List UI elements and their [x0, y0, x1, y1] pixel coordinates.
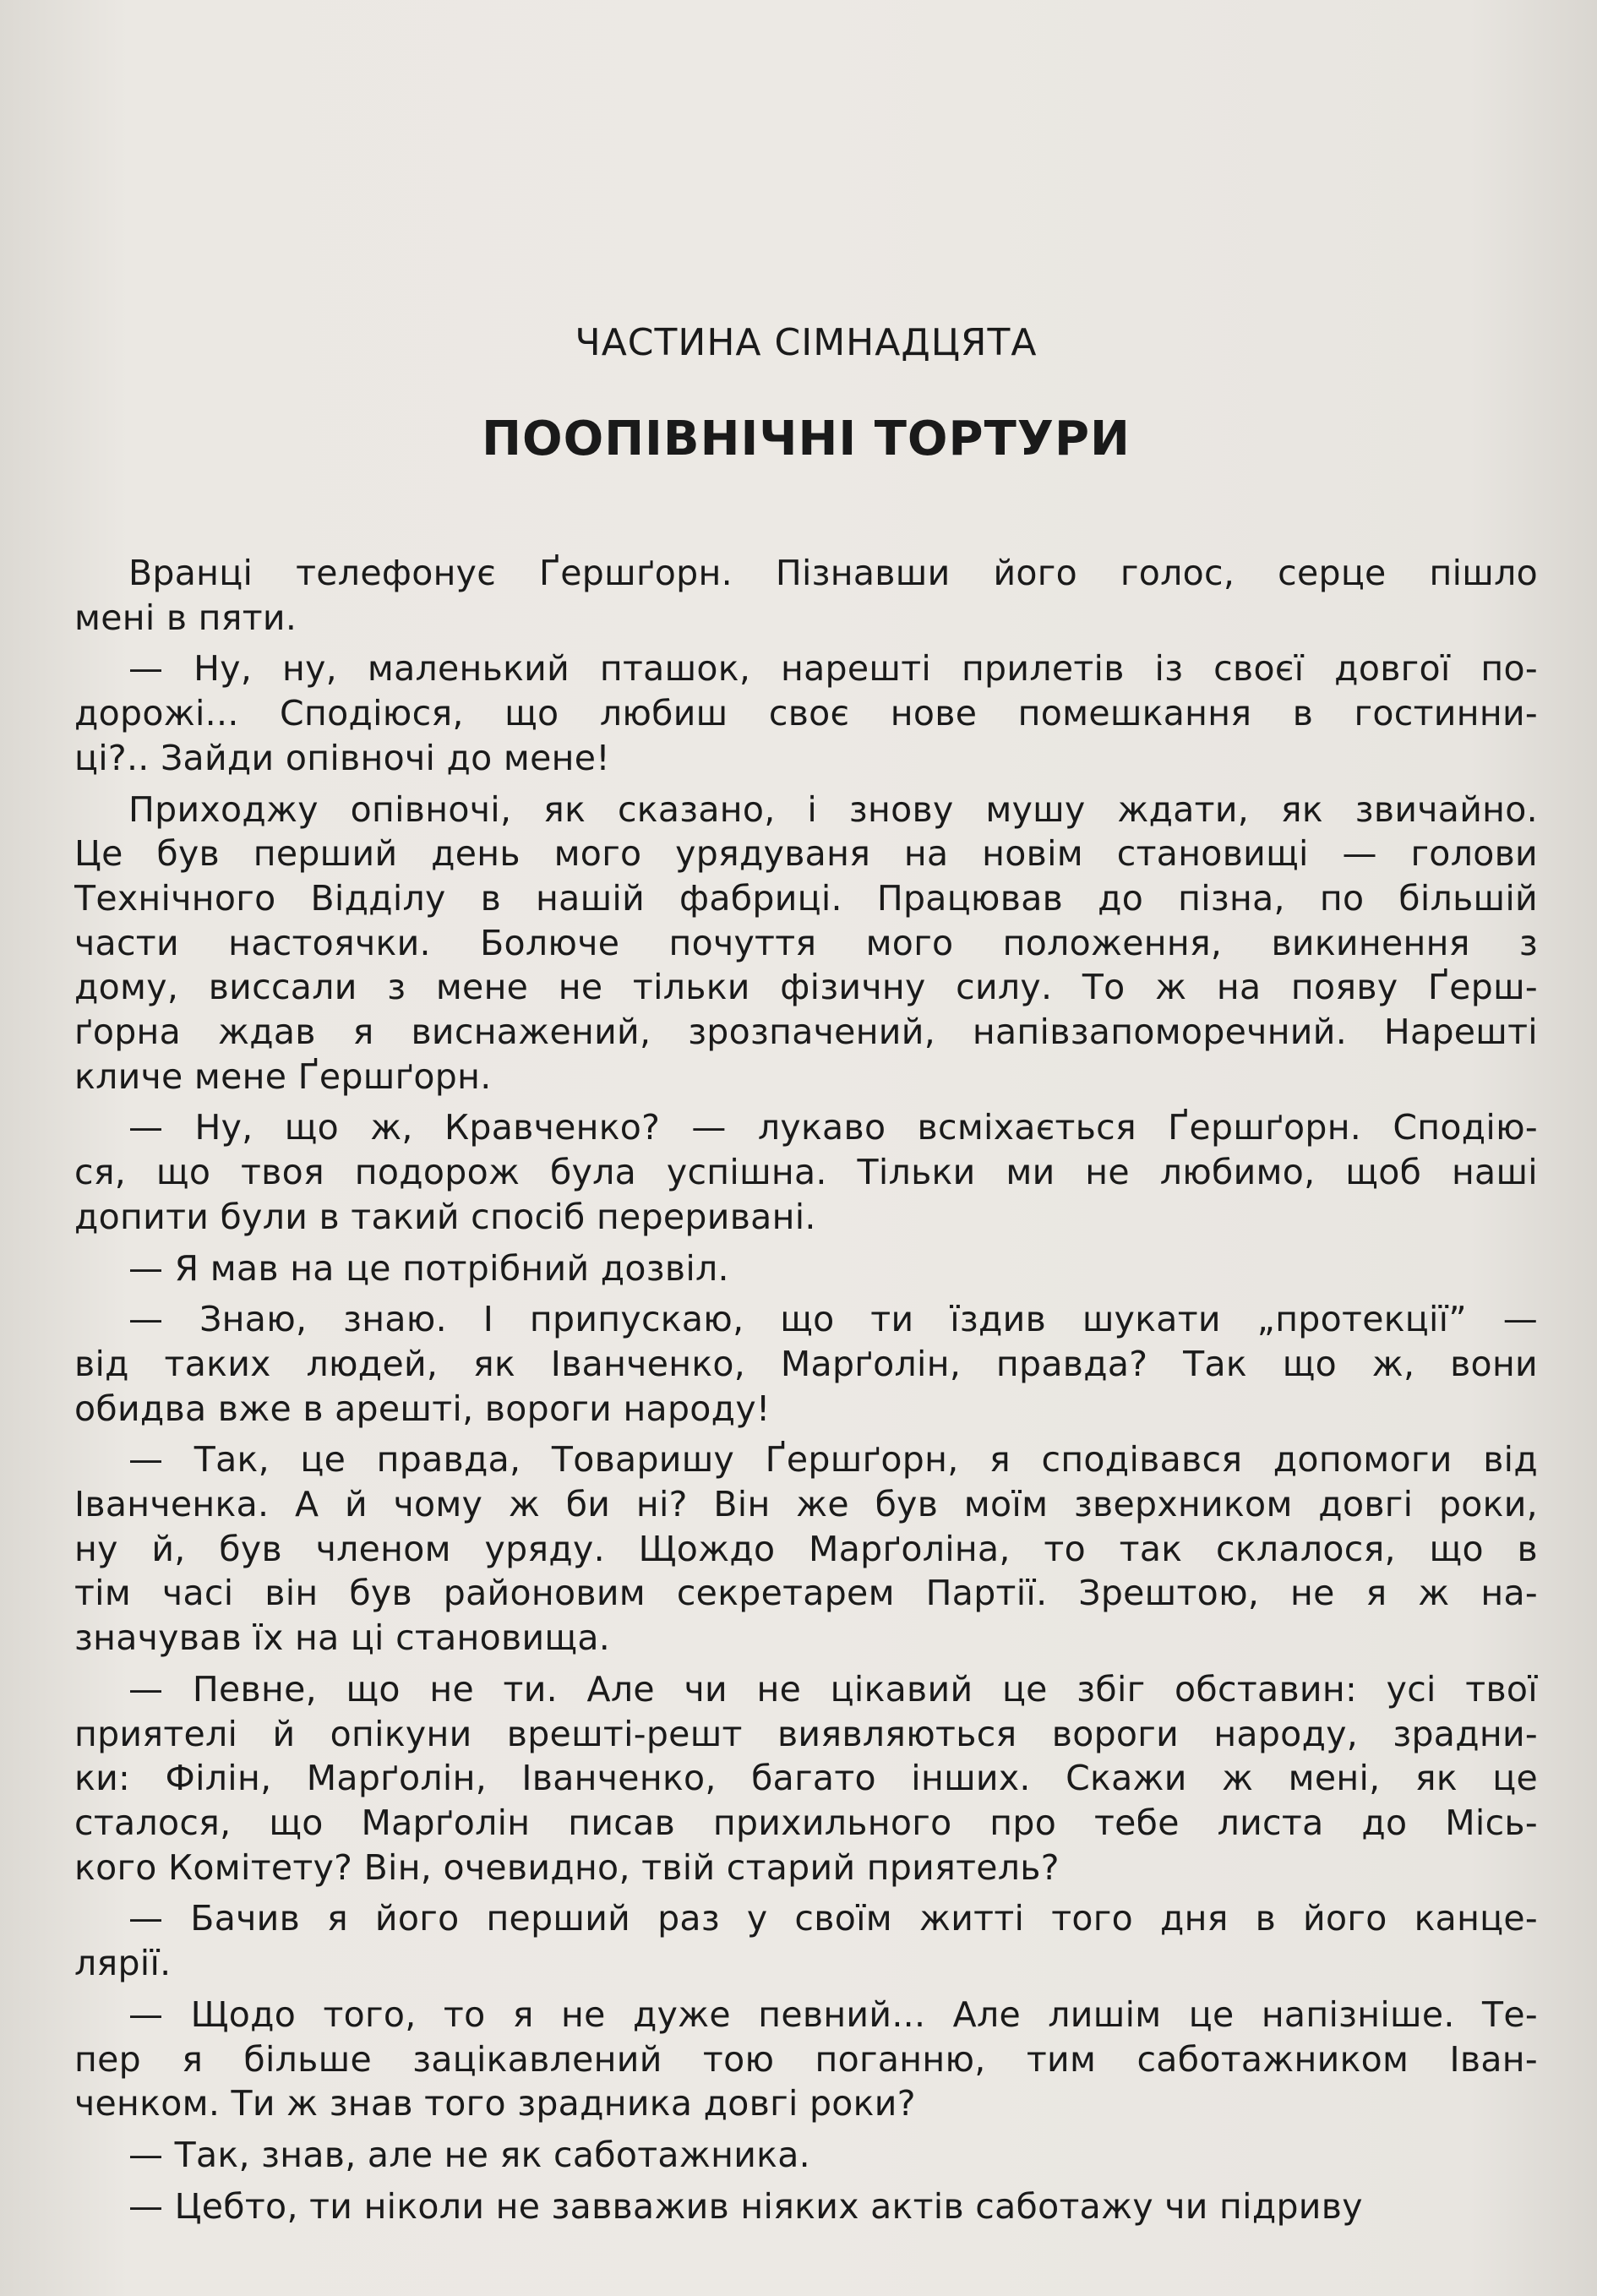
- text-line: лярії.: [74, 1943, 172, 1984]
- paragraph: [74, 1246, 1538, 1291]
- text-line: від таких людей, як Іванченко, Марґолін, правда? Так що ж, вони: [74, 1343, 1538, 1384]
- text-line: ки: Філін, Марґолін, Іванченко, багато інших. Скажи ж мені, як це: [74, 1758, 1538, 1799]
- text-line: мені в пяти.: [74, 597, 297, 638]
- paragraph: [74, 1105, 1538, 1239]
- text-line: значував їх на ці становища.: [74, 1617, 611, 1659]
- text-line: допити були в такий спосіб переривані.: [74, 1196, 816, 1237]
- text-line: кличе мене Ґершґорн.: [74, 1055, 492, 1097]
- chapter-title: ПООПІВНІЧНІ ТОРТУРИ: [482, 412, 1131, 466]
- text-line: — Певне, що не ти. Але чи не цікавий це збіг обставин: усі твої: [128, 1668, 1538, 1710]
- text-line: дорожі... Сподіюся, що любиш своє нове помешкання в гостинни-: [74, 693, 1538, 734]
- text-line: приятелі й опікуни врешті-решт виявляються вороги народу, зрадни-: [74, 1713, 1538, 1754]
- text-line: — Ну, ну, маленький пташок, нарешті прилетів із своєї довгої по-: [128, 648, 1538, 690]
- text-line: тім часі він був районовим секретарем Партії. Зрештою, не я ж на-: [74, 1573, 1538, 1614]
- bleed-through-text: [76, 93, 1529, 139]
- chapter-body: [74, 551, 1538, 2228]
- text-line: кого Комітету? Він, очевидно, твій старий приятель?: [74, 1846, 1060, 1888]
- text-line: Це був перший день мого урядуваня на новім становищі — голови: [74, 833, 1538, 875]
- paragraph: [74, 1437, 1538, 1661]
- paragraph: [74, 2184, 1538, 2229]
- paragraph: [74, 1667, 1538, 1890]
- text-line: — Цебто, ти ніколи не завважив ніяких актів саботажу чи підриву: [128, 2185, 1363, 2227]
- text-line: — Бачив я його перший раз у своїм житті того дня в його канце-: [128, 1898, 1538, 1939]
- text-line: ґорна ждав я виснажений, зрозпачений, напівзапоморечний. Нарешті: [74, 1012, 1538, 1053]
- text-line: сталося, що Марґолін писав прихильного про тебе листа до Місь-: [74, 1802, 1538, 1843]
- paragraph: [74, 1993, 1538, 2126]
- text-line: дому, виссали з мене не тільки фізичну силу. То ж на появу Ґерш-: [74, 967, 1538, 1008]
- paragraph: [74, 788, 1538, 1099]
- paragraph: [74, 1896, 1538, 1985]
- part-title: ЧАСТИНА СІМНАДЦЯТА: [575, 321, 1038, 364]
- text-line: Вранці телефонує Ґершґорн. Пізнавши його голос, серце пішло: [128, 553, 1538, 593]
- text-line: ці?.. Зайди опівночі до мене!: [74, 737, 611, 778]
- text-line: ся, що твоя подорож була успішна. Тільки ми не любимо, щоб наші: [74, 1152, 1538, 1193]
- text-line: — Ну, що ж, Кравченко? — лукаво всміхається Ґершґорн. Сподію-: [128, 1107, 1538, 1148]
- text-line: — Так, це правда, Товаришу Ґершґорн, я сподівався допомоги від: [128, 1439, 1538, 1481]
- paragraph: [74, 2133, 1538, 2178]
- text-line: Іванченка. А й чому ж би ні? Він же був моїм зверхником довгі роки,: [74, 1484, 1538, 1525]
- text-line: ченком. Ти ж знав того зрадника довгі роки?: [74, 2083, 916, 2124]
- paragraph: [74, 551, 1538, 640]
- page-content: [74, 321, 1538, 2235]
- text-line: Технічного Відділу в нашій фабриці. Працював до пізна, по більшій: [74, 877, 1538, 919]
- text-line: Приходжу опівночі, як сказано, і знову мушу ждати, як звичайно.: [128, 788, 1538, 830]
- text-line: ну й, був членом уряду. Щождо Марґоліна, то так склалося, що в: [74, 1528, 1538, 1569]
- text-line: обидва вже в арешті, вороги народу!: [74, 1388, 771, 1429]
- paragraph: [74, 646, 1538, 780]
- text-line: — Щодо того, то я не дуже певний... Але лишім це напізніше. Те-: [128, 1993, 1538, 2035]
- text-line: — Я мав на це потрібний дозвіл.: [128, 1247, 729, 1289]
- text-line: пер я більше зацікавлений тою поганню, тим саботажником Іван-: [74, 2038, 1538, 2080]
- paragraph: [74, 1297, 1538, 1431]
- text-line: — Так, знав, але не як саботажника.: [128, 2134, 810, 2175]
- text-line: — Знаю, знаю. І припускаю, що ти їздив шукати „протекції” —: [128, 1299, 1538, 1340]
- text-line: части настоячки. Болюче почуття мого положення, викинення з: [74, 922, 1538, 963]
